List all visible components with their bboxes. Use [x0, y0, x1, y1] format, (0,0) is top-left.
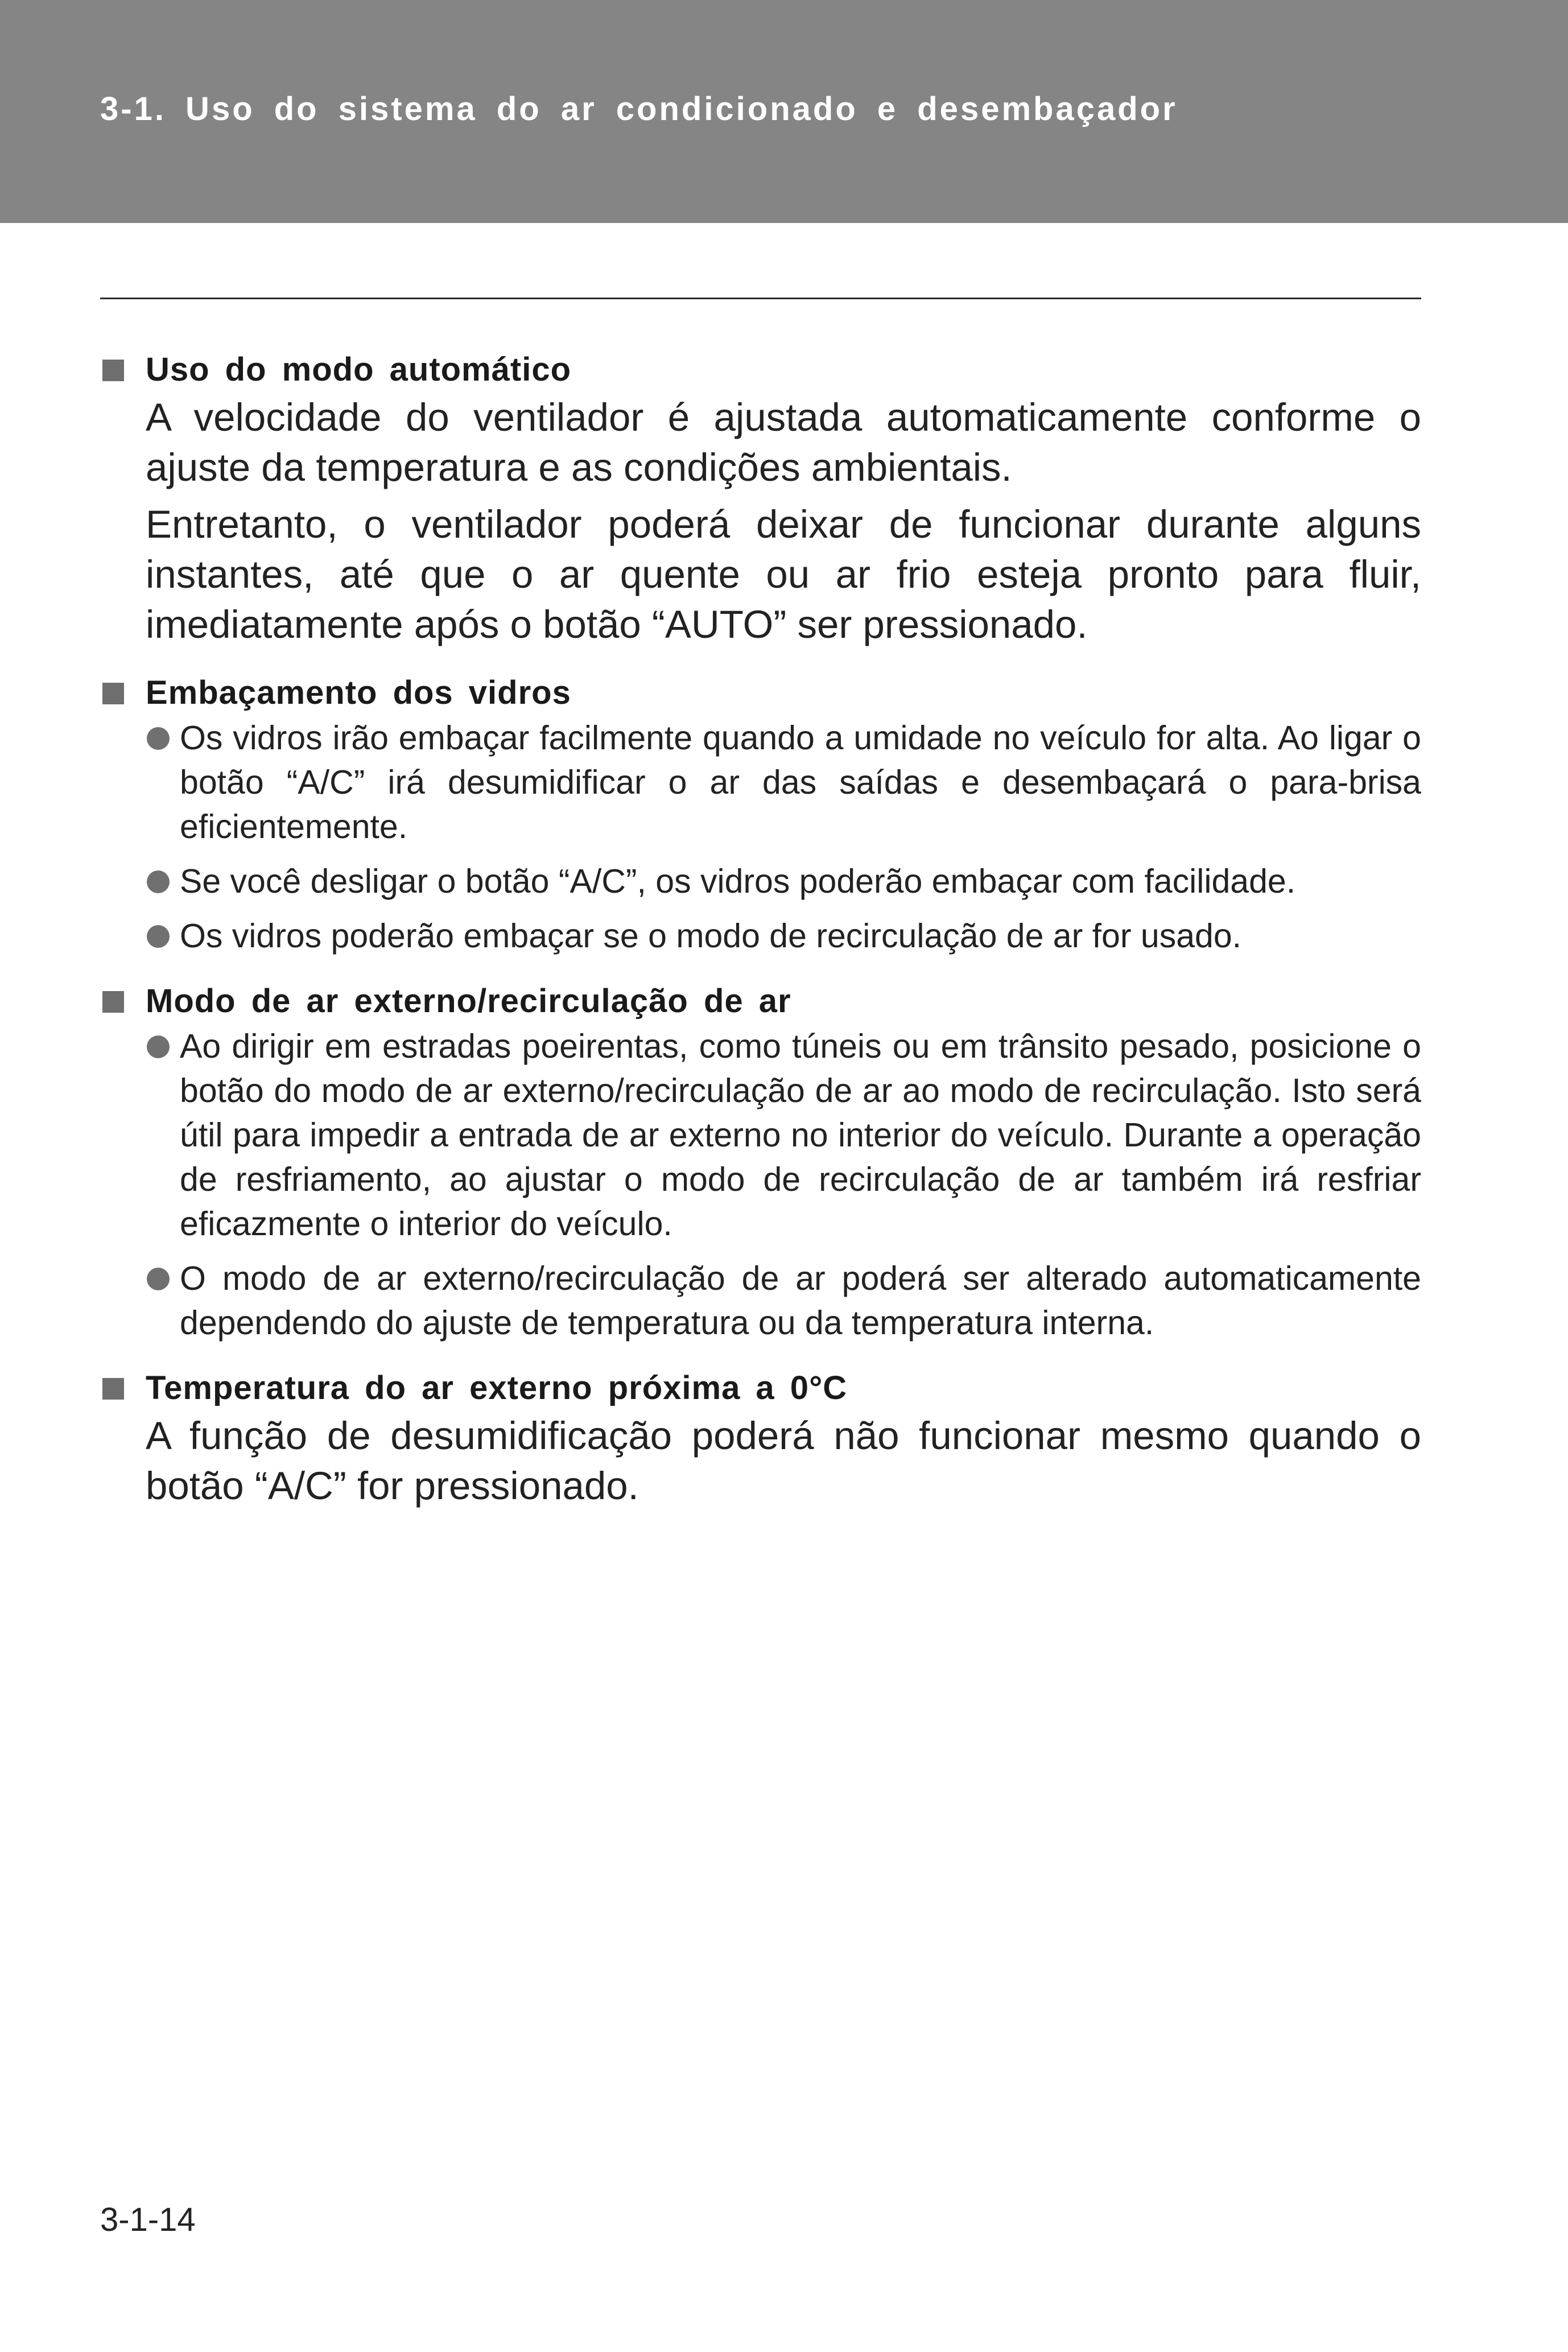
square-bullet-icon	[102, 991, 124, 1013]
body-paragraph: A função de desumidificação poderá não funcionar mesmo quando o botão “A/C” for pressionado.	[146, 1414, 1421, 1508]
list-item	[146, 914, 1421, 958]
body-paragraph: Entretanto, o ventilador poderá deixar de funcionar durante alguns instantes, até que o ar quente ou ar frio esteja pronto para fluir, imediatamente após o botão “AUTO” ser pressionado.	[146, 502, 1421, 646]
round-bullet-icon	[147, 1035, 170, 1058]
list-item	[146, 1256, 1421, 1345]
section-heading	[100, 1365, 1421, 1411]
round-bullet-icon	[147, 925, 170, 948]
round-bullet-icon	[147, 727, 170, 750]
list-item-text: Ao dirigir em estradas poeirentas, como túneis ou em trânsito pesado, posicione o botão do modo de ar externo/recirculação de ar ao modo de recirculação. Isto será útil para impedir a entrada de ar externo no interior do veículo. Durante a operação de resfriamento, ao ajustar o modo de recirculação de ar também irá resfriar eficazmente o interior do veículo.	[180, 1028, 1421, 1243]
list-item-text: Se você desligar o botão “A/C”, os vidros poderão embaçar com facilidade.	[180, 863, 1296, 900]
section-heading-text: Embaçamento dos vidros	[146, 674, 571, 711]
section-window-fogging	[100, 670, 1421, 958]
top-divider	[100, 298, 1421, 299]
list-item-text: Os vidros irão embaçar facilmente quando a umidade no veículo for alta. Ao ligar o botão “A/C” irá desumidificar o ar das saídas e desembaçará o para-brisa eficientemente.	[180, 719, 1421, 845]
round-bullet-icon	[147, 1268, 170, 1290]
square-bullet-icon	[102, 360, 124, 381]
section-heading-text: Modo de ar externo/recirculação de ar	[146, 983, 791, 1020]
section-automatic-mode	[100, 347, 1421, 650]
section-heading	[100, 979, 1421, 1024]
section-heading	[100, 670, 1421, 716]
list-item	[146, 859, 1421, 903]
round-bullet-icon	[147, 870, 170, 893]
section-outside-temperature	[100, 1365, 1421, 1511]
list-item	[146, 716, 1421, 849]
square-bullet-icon	[102, 683, 124, 704]
chapter-title: 3-1. Uso do sistema do ar condicionado e desembaçador	[100, 90, 1178, 127]
square-bullet-icon	[102, 1378, 124, 1400]
chapter-header	[0, 0, 1568, 223]
section-heading	[100, 347, 1421, 393]
page-number: 3-1-14	[100, 2201, 196, 2238]
section-heading-text: Uso do modo automático	[146, 351, 571, 388]
page-content	[100, 347, 1421, 1532]
body-paragraph: A velocidade do ventilador é ajustada automaticamente conforme o ajuste da temperatura e as condições ambientais.	[146, 395, 1421, 489]
list-item	[146, 1024, 1421, 1246]
section-heading-text: Temperatura do ar externo próxima a 0°C	[146, 1369, 848, 1406]
list-item-text: Os vidros poderão embaçar se o modo de recirculação de ar for usado.	[180, 917, 1242, 955]
list-item-text: O modo de ar externo/recirculação de ar poderá ser alterado automaticamente dependendo do ajuste de temperatura ou da temperatura interna.	[180, 1260, 1421, 1342]
section-air-recirculation	[100, 979, 1421, 1345]
